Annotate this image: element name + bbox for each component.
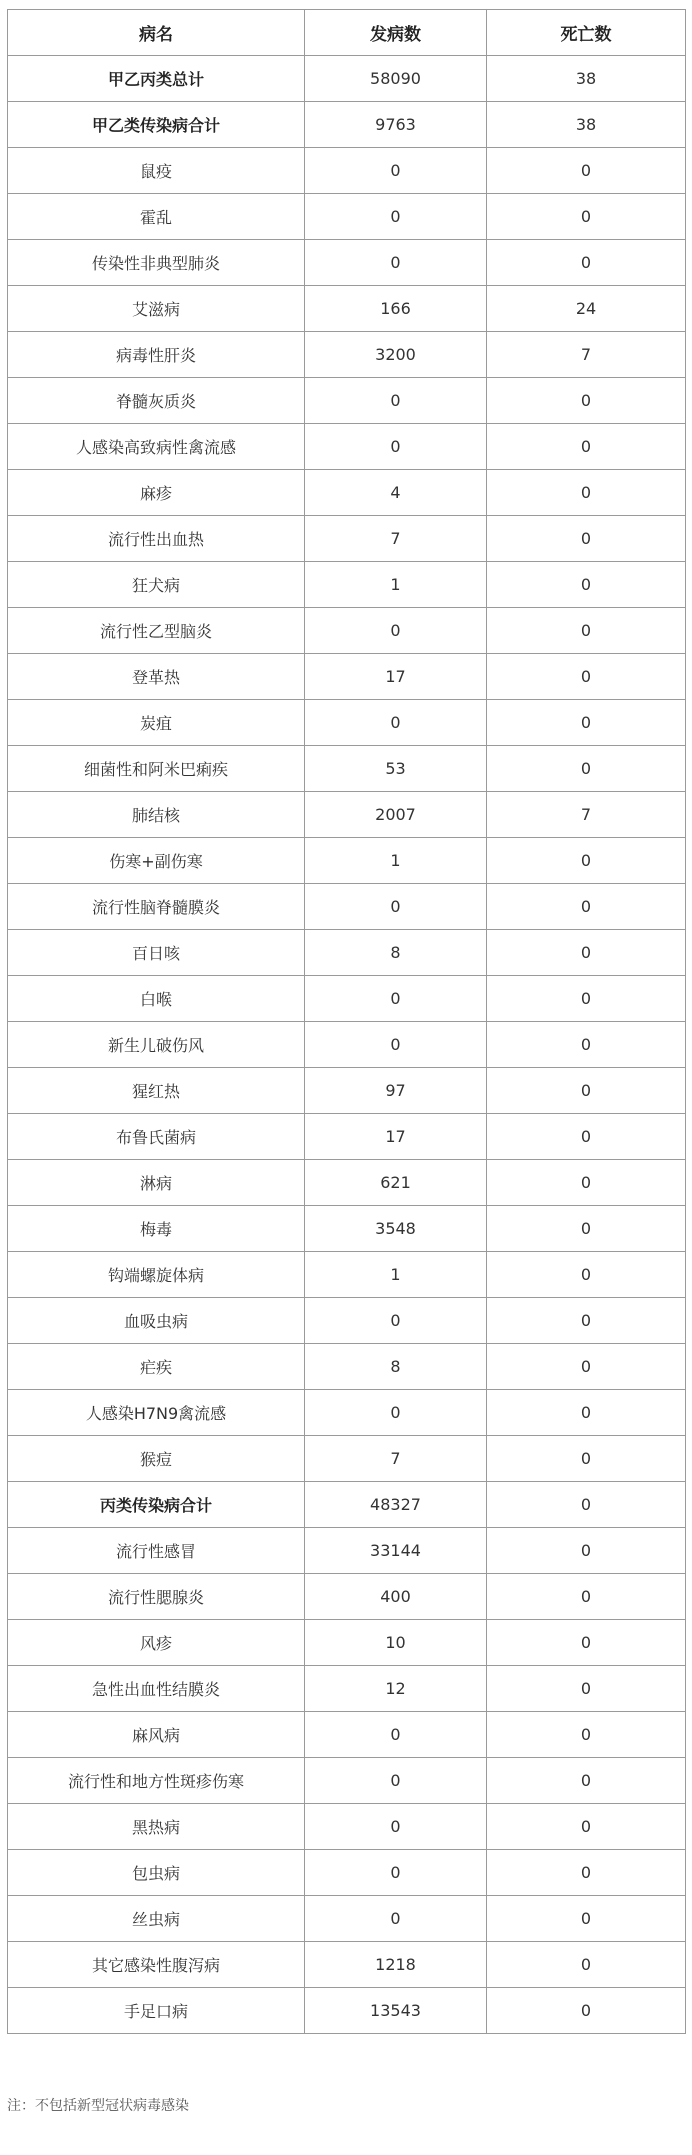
disease-name-cell: 人感染高致病性禽流感 <box>8 424 305 470</box>
cases-cell: 1 <box>305 562 487 608</box>
disease-name-cell: 丝虫病 <box>8 1896 305 1942</box>
cases-cell: 0 <box>305 1298 487 1344</box>
table-row <box>8 194 686 240</box>
cases-cell: 8 <box>305 1344 487 1390</box>
deaths-cell: 0 <box>487 1712 686 1758</box>
cases-cell: 0 <box>305 608 487 654</box>
table-row <box>8 1620 686 1666</box>
cases-cell: 0 <box>305 1850 487 1896</box>
cases-cell: 0 <box>305 884 487 930</box>
deaths-cell: 0 <box>487 424 686 470</box>
deaths-cell: 0 <box>487 1252 686 1298</box>
disease-name-cell: 霍乱 <box>8 194 305 240</box>
cases-cell: 17 <box>305 1114 487 1160</box>
header-deaths: 死亡数 <box>487 10 686 56</box>
deaths-cell: 0 <box>487 1850 686 1896</box>
disease-name-cell: 狂犬病 <box>8 562 305 608</box>
cases-cell: 53 <box>305 746 487 792</box>
cases-cell: 4 <box>305 470 487 516</box>
table-row <box>8 1942 686 1988</box>
cases-cell: 33144 <box>305 1528 487 1574</box>
cases-cell: 0 <box>305 240 487 286</box>
disease-name-cell: 猩红热 <box>8 1068 305 1114</box>
cases-cell: 1 <box>305 838 487 884</box>
deaths-cell: 0 <box>487 1344 686 1390</box>
cases-cell: 400 <box>305 1574 487 1620</box>
deaths-cell: 38 <box>487 102 686 148</box>
table-row <box>8 1436 686 1482</box>
cases-cell: 1218 <box>305 1942 487 1988</box>
disease-name-cell: 包虫病 <box>8 1850 305 1896</box>
footnote: 注：不包括新型冠状病毒感染 <box>7 2098 189 2114</box>
deaths-cell: 0 <box>487 240 686 286</box>
cases-cell: 0 <box>305 1804 487 1850</box>
deaths-cell: 0 <box>487 930 686 976</box>
disease-name-cell: 手足口病 <box>8 1988 305 2034</box>
disease-name-cell: 百日咳 <box>8 930 305 976</box>
deaths-cell: 0 <box>487 1988 686 2034</box>
deaths-cell: 0 <box>487 1298 686 1344</box>
cases-cell: 17 <box>305 654 487 700</box>
table-row <box>8 1482 686 1528</box>
disease-name-cell: 病毒性肝炎 <box>8 332 305 378</box>
deaths-cell: 0 <box>487 148 686 194</box>
disease-name-cell: 伤寒+副伤寒 <box>8 838 305 884</box>
disease-name-cell: 鼠疫 <box>8 148 305 194</box>
disease-name-cell: 丙类传染病合计 <box>8 1482 305 1528</box>
table-row <box>8 1666 686 1712</box>
table-row <box>8 240 686 286</box>
deaths-cell: 0 <box>487 1022 686 1068</box>
table-body <box>8 56 686 2034</box>
cases-cell: 1 <box>305 1252 487 1298</box>
disease-name-cell: 登革热 <box>8 654 305 700</box>
table-row <box>8 1528 686 1574</box>
disease-name-cell: 新生儿破伤风 <box>8 1022 305 1068</box>
disease-name-cell: 猴痘 <box>8 1436 305 1482</box>
deaths-cell: 0 <box>487 1804 686 1850</box>
disease-name-cell: 麻疹 <box>8 470 305 516</box>
deaths-cell: 0 <box>487 1528 686 1574</box>
table-row <box>8 1206 686 1252</box>
table-row <box>8 1390 686 1436</box>
deaths-cell: 0 <box>487 1482 686 1528</box>
table-row <box>8 1344 686 1390</box>
disease-name-cell: 流行性感冒 <box>8 1528 305 1574</box>
header-cases: 发病数 <box>305 10 487 56</box>
cases-cell: 8 <box>305 930 487 976</box>
disease-name-cell: 流行性脑脊髓膜炎 <box>8 884 305 930</box>
cases-cell: 3548 <box>305 1206 487 1252</box>
disease-name-cell: 风疹 <box>8 1620 305 1666</box>
disease-name-cell: 肺结核 <box>8 792 305 838</box>
deaths-cell: 0 <box>487 516 686 562</box>
cases-cell: 12 <box>305 1666 487 1712</box>
deaths-cell: 7 <box>487 332 686 378</box>
deaths-cell: 0 <box>487 746 686 792</box>
table-row <box>8 470 686 516</box>
cases-cell: 166 <box>305 286 487 332</box>
table-row <box>8 976 686 1022</box>
cases-cell: 0 <box>305 1758 487 1804</box>
deaths-cell: 0 <box>487 608 686 654</box>
deaths-cell: 0 <box>487 1942 686 1988</box>
disease-name-cell: 流行性和地方性斑疹伤寒 <box>8 1758 305 1804</box>
table-row <box>8 1712 686 1758</box>
cases-cell: 9763 <box>305 102 487 148</box>
table-row <box>8 930 686 976</box>
deaths-cell: 0 <box>487 194 686 240</box>
disease-name-cell: 其它感染性腹泻病 <box>8 1942 305 1988</box>
table-row <box>8 838 686 884</box>
cases-cell: 97 <box>305 1068 487 1114</box>
disease-name-cell: 脊髓灰质炎 <box>8 378 305 424</box>
table-row <box>8 1758 686 1804</box>
disease-name-cell: 黑热病 <box>8 1804 305 1850</box>
cases-cell: 58090 <box>305 56 487 102</box>
table-row <box>8 1298 686 1344</box>
disease-name-cell: 甲乙类传染病合计 <box>8 102 305 148</box>
cases-cell: 7 <box>305 516 487 562</box>
table-row <box>8 1252 686 1298</box>
disease-name-cell: 细菌性和阿米巴痢疾 <box>8 746 305 792</box>
disease-name-cell: 布鲁氏菌病 <box>8 1114 305 1160</box>
deaths-cell: 0 <box>487 1160 686 1206</box>
disease-name-cell: 淋病 <box>8 1160 305 1206</box>
deaths-cell: 0 <box>487 1390 686 1436</box>
cases-cell: 0 <box>305 1390 487 1436</box>
disease-name-cell: 人感染H7N9禽流感 <box>8 1390 305 1436</box>
deaths-cell: 0 <box>487 700 686 746</box>
cases-cell: 0 <box>305 976 487 1022</box>
table-row <box>8 746 686 792</box>
table-row <box>8 102 686 148</box>
table-row <box>8 1850 686 1896</box>
table-row <box>8 286 686 332</box>
table-row <box>8 1114 686 1160</box>
cases-cell: 0 <box>305 1896 487 1942</box>
cases-cell: 7 <box>305 1436 487 1482</box>
disease-statistics-table <box>7 9 686 2034</box>
table-row <box>8 608 686 654</box>
table-row <box>8 332 686 378</box>
disease-name-cell: 炭疽 <box>8 700 305 746</box>
deaths-cell: 24 <box>487 286 686 332</box>
deaths-cell: 0 <box>487 1896 686 1942</box>
deaths-cell: 7 <box>487 792 686 838</box>
cases-cell: 0 <box>305 378 487 424</box>
disease-name-cell: 流行性乙型脑炎 <box>8 608 305 654</box>
table-row <box>8 1988 686 2034</box>
disease-table-container <box>7 9 685 2034</box>
disease-name-cell: 艾滋病 <box>8 286 305 332</box>
cases-cell: 2007 <box>305 792 487 838</box>
deaths-cell: 0 <box>487 1114 686 1160</box>
table-row <box>8 1160 686 1206</box>
disease-name-cell: 麻风病 <box>8 1712 305 1758</box>
cases-cell: 13543 <box>305 1988 487 2034</box>
table-row <box>8 516 686 562</box>
deaths-cell: 0 <box>487 654 686 700</box>
table-row <box>8 1574 686 1620</box>
table-header-row <box>8 10 686 56</box>
disease-name-cell: 流行性出血热 <box>8 516 305 562</box>
cases-cell: 3200 <box>305 332 487 378</box>
deaths-cell: 0 <box>487 1758 686 1804</box>
deaths-cell: 0 <box>487 1574 686 1620</box>
disease-name-cell: 钩端螺旋体病 <box>8 1252 305 1298</box>
deaths-cell: 0 <box>487 884 686 930</box>
deaths-cell: 0 <box>487 378 686 424</box>
table-row <box>8 1022 686 1068</box>
cases-cell: 0 <box>305 148 487 194</box>
cases-cell: 10 <box>305 1620 487 1666</box>
table-row <box>8 884 686 930</box>
disease-name-cell: 甲乙丙类总计 <box>8 56 305 102</box>
table-row <box>8 654 686 700</box>
table-row <box>8 1068 686 1114</box>
table-row <box>8 700 686 746</box>
disease-name-cell: 血吸虫病 <box>8 1298 305 1344</box>
deaths-cell: 0 <box>487 976 686 1022</box>
header-disease-name: 病名 <box>8 10 305 56</box>
deaths-cell: 0 <box>487 1666 686 1712</box>
disease-name-cell: 白喉 <box>8 976 305 1022</box>
table-row <box>8 148 686 194</box>
cases-cell: 48327 <box>305 1482 487 1528</box>
cases-cell: 621 <box>305 1160 487 1206</box>
table-row <box>8 1896 686 1942</box>
disease-name-cell: 传染性非典型肺炎 <box>8 240 305 286</box>
disease-name-cell: 梅毒 <box>8 1206 305 1252</box>
cases-cell: 0 <box>305 1712 487 1758</box>
table-row <box>8 792 686 838</box>
deaths-cell: 0 <box>487 1436 686 1482</box>
table-row <box>8 1804 686 1850</box>
disease-name-cell: 疟疾 <box>8 1344 305 1390</box>
deaths-cell: 0 <box>487 1068 686 1114</box>
cases-cell: 0 <box>305 424 487 470</box>
deaths-cell: 0 <box>487 1620 686 1666</box>
deaths-cell: 0 <box>487 562 686 608</box>
cases-cell: 0 <box>305 1022 487 1068</box>
deaths-cell: 0 <box>487 470 686 516</box>
deaths-cell: 38 <box>487 56 686 102</box>
disease-name-cell: 流行性腮腺炎 <box>8 1574 305 1620</box>
table-row <box>8 378 686 424</box>
table-row <box>8 56 686 102</box>
disease-name-cell: 急性出血性结膜炎 <box>8 1666 305 1712</box>
cases-cell: 0 <box>305 700 487 746</box>
deaths-cell: 0 <box>487 838 686 884</box>
deaths-cell: 0 <box>487 1206 686 1252</box>
table-row <box>8 562 686 608</box>
cases-cell: 0 <box>305 194 487 240</box>
table-row <box>8 424 686 470</box>
